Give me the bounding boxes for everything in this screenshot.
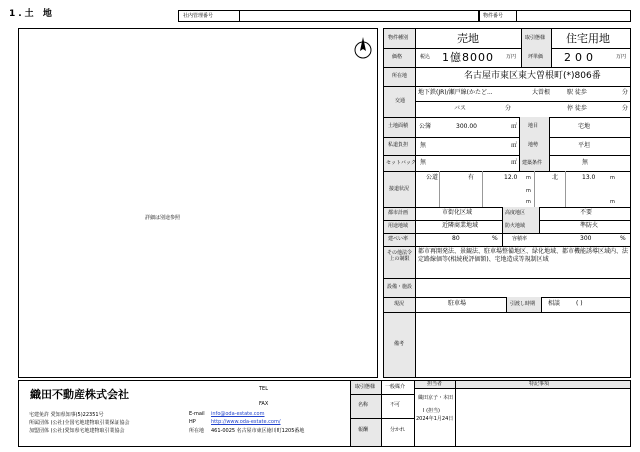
land-area-kind: 公簿 [419,123,432,130]
private-road-label: 私道負担 [388,142,409,148]
fee-value: 分かれ [390,427,406,433]
fee-label: 報酬 [358,427,369,433]
far-unit: % [620,235,626,242]
transport-station: 大曽根 [532,89,551,96]
name-label: 名称 [358,402,369,408]
handover-label: 引渡し時期 [510,301,536,307]
property-number-box[interactable] [479,10,631,22]
tsubo-value: 200 [564,51,597,64]
height-district-value: 不要 [580,209,593,216]
height-district-label: 高度地区 [505,210,526,216]
management-number-label: 社内管理番号 [183,13,214,19]
land-category-label: 地目 [528,123,539,129]
fire-district-label: 防火地域 [505,223,526,229]
transport-line1: 地下鉄(JR)/瀬戸線(かたど... [418,89,493,96]
zoning-label: 用途地域 [388,223,409,229]
terrain-value: 平坦 [578,142,591,149]
fire-district-value: 準防火 [580,222,599,229]
road-kind: 公道 [426,174,439,181]
road-width-2-unit: m [610,175,615,181]
city-plan-value: 市街化区域 [442,209,473,216]
association-1: 所属団体 (公社)全国宅地建物取引業保証協会 [29,420,130,426]
road-direction: 有 [468,174,475,181]
transport-walk1: 駅 徒歩 [567,89,587,96]
spec-table [383,28,631,378]
tel-label: TEL [259,386,268,392]
road-unit-b: m [526,199,531,205]
coverage-label: 建ぺい率 [388,236,409,242]
land-category-value: 宅地 [578,123,591,130]
company-address: 461-0025 名古屋市東区徳川町1205番地 [211,428,305,434]
transport-min1: 分 [622,89,629,96]
handover-detail: ( ) [576,300,583,307]
price-label: 価格 [392,54,403,60]
contact-value: 織田京子・本田 [418,395,454,401]
coverage-unit: % [492,235,498,242]
remarks-label: 備考 [394,341,405,347]
contact-label: 担当者 [427,381,443,387]
company-name: 織田不動産株式会社 [30,388,129,401]
road-direction-2: 北 [552,174,559,181]
status-label: 取引態様 [525,35,546,41]
deal-type-label: 取引態様 [355,384,376,390]
road-width-unit: m [526,175,531,181]
setback-unit: ㎡ [511,159,518,166]
current-status-label: 現況 [394,301,405,307]
transport-bus: バス [454,105,467,112]
contact-date: 2024年1月24日 [416,416,454,422]
contact-sub: I (担当) [423,408,440,414]
private-road-value: 無 [420,142,427,149]
setback-label: セットバック [386,160,416,166]
status-value: 住宅用地 [566,32,610,45]
far-label: 容積率 [512,236,528,242]
type-label: 物件種別 [388,35,409,41]
price-value: 1億8000 [442,51,494,64]
association-2: 加盟団体 (公社)愛知県宅地建物取引業協会 [29,428,125,434]
setback-value: 無 [420,159,427,166]
homepage-link[interactable]: http://www.oda-estate.com/ [211,419,281,425]
location-label: 所在地 [392,73,408,79]
road-width-2: 13.0 [582,174,596,181]
transport-label: 交通 [395,98,406,104]
current-status-value: 駐車場 [448,300,467,307]
road-unit-a: m [526,188,531,194]
road-unit-c: m [610,199,615,205]
road-label: 接道状況 [389,186,410,192]
building-condition-label: 建築条件 [522,160,543,166]
tsubo-unit: 万円 [616,54,627,60]
transport-walk2: 停 徒歩 [567,105,587,112]
terrain-label: 地勢 [528,142,539,148]
far-value: 300 [580,235,592,242]
price-unit: 万円 [506,54,517,60]
name-value: 不可 [390,402,401,408]
map-note: 詳細は別途参照 [145,215,181,221]
deal-type-value: 一般媒介 [385,384,406,390]
email-label: E-mail [189,411,205,417]
north-arrow-icon [354,37,372,61]
building-condition-value: 無 [582,159,589,166]
location-value: 名古屋市東区東大曽根町(*)806番 [464,71,601,81]
hp-label: HP [189,419,196,425]
facilities-label: 設備・施設 [387,284,413,290]
address-label: 所在地 [189,428,205,434]
tsubo-label: 坪単価 [528,54,544,60]
fax-label: FAX [259,401,269,407]
other-restrictions-value: 都市再開発法、景観法、駐車場整備地区、緑化地域、都市機能誘導区域内、法定路線価等(相続税評価額)、宅地造成等規制区域 [418,248,629,263]
transport-min2: 分 [622,105,629,112]
price-tax: 税込 [420,54,431,60]
section-title: 1.土 地 [9,9,55,19]
handover-value: 相談 [548,300,561,307]
transport-bus-min: 分 [505,105,512,112]
other-restrictions-label: その他法令上の制限 [386,250,412,262]
type-value: 売地 [457,32,479,45]
footer [18,380,631,447]
land-area-label: 土地面積 [388,123,409,129]
license-number: 宅建免許 愛知県知事(5)22351号 [29,412,104,418]
land-area-value: 300.00 [456,123,477,130]
management-number-box[interactable] [178,10,479,22]
private-road-unit: ㎡ [511,142,518,149]
coverage-value: 80 [452,235,460,242]
map-area [18,28,378,378]
city-plan-label: 都市計画 [388,210,409,216]
road-width: 12.0 [504,174,518,181]
special-notes-label: 特記事項 [529,381,550,387]
land-area-unit: ㎡ [511,123,518,130]
property-number-label: 物件番号 [483,13,504,19]
email-link[interactable]: info@oda-estate.com [211,411,265,417]
zoning-value: 近隣商業地域 [442,222,479,229]
